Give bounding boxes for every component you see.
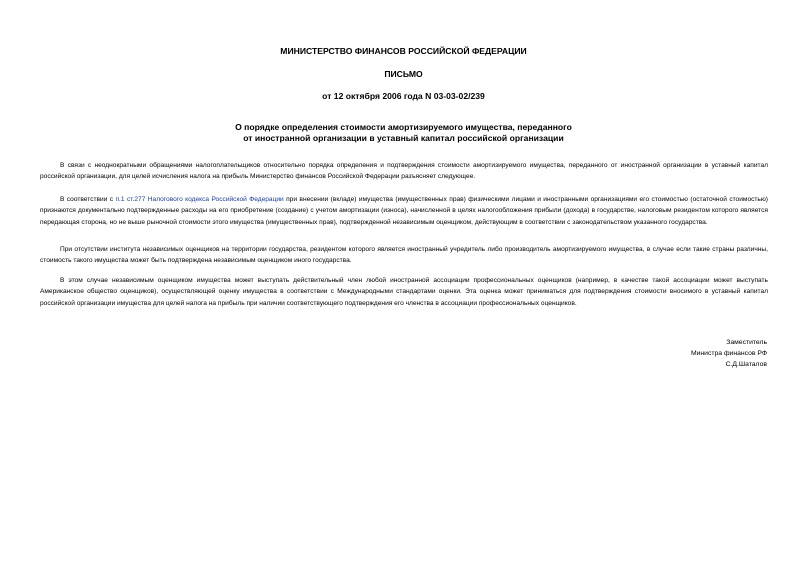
subject-line-2: от иностранной организации в уставный капитал российской организации xyxy=(243,133,564,143)
paragraph-4: В этом случае независимым оценщиком имущества может выступать действительный член любой иностранной ассоциации профессиональных оценщиков (например, в качестве такой ассоциации может выступать Американское общество оценщиков), осуществляющей оценку имущества в соответствии с Международными стандартами оценки. Эта оценка может приниматься для подтверждения стоимости вносимого в уставный капитал российской организации имущества для целей налога на прибыль при наличии соответствующего подтверждения его членства в ассоциации профессиональных оценщиков. xyxy=(40,277,768,307)
ministry-title: МИНИСТЕРСТВО ФИНАНСОВ РОССИЙСКОЙ ФЕДЕРАЦИИ xyxy=(280,46,527,56)
document-date-number: от 12 октября 2006 года N 03-03-02/239 xyxy=(322,91,485,101)
signature-title: Министра финансов РФ xyxy=(690,350,767,358)
tax-code-link[interactable]: п.1 ст.277 Налогового кодекса Российской Федерации xyxy=(115,196,284,203)
paragraph-1: В связи с неоднократными обращениями налогоплательщиков относительно порядка определения и подтверждения стоимости амортизируемого имущества, переданного от иностранной организации в уставный капитал российской организации, для целей исчисления налога на прибыль Министерство финансов Российской Федерации разъясняет следующее. xyxy=(40,162,768,181)
signature-position: Заместитель xyxy=(726,339,767,346)
signature-block xyxy=(691,337,767,371)
paragraph-2-rest: при внесении (вкладе) имущества (имущественных прав) физическими лицами и иностранными организациями его стоимостью (остаточной стоимостью) признаются документально подтвержденные расходы на его приобретение (создание) с учетом амортизации (износа), начисленной в целях налогообложения прибыли (дохода) в государстве, налоговым резидентом которого является передающая сторона, но не выше рыночной стоимости этого имущества (имущественных прав), подтвержденной независимым оценщиком, действующим в соответствии с законодательством указанного государства. xyxy=(40,196,768,226)
signature-name: С.Д.Шаталов xyxy=(725,361,767,369)
paragraph-2-prefix: В соответствии с xyxy=(60,196,116,203)
paragraph-3: При отсутствии института независимых оценщиков на территории государства, резидентом которого является иностранный учредитель либо производитель амортизируемого имущества, в случае если такие страны различны, стоимость такого имущества может быть подтверждена независимым оценщиком иного государства. xyxy=(40,246,768,265)
paragraph-2 xyxy=(40,194,768,228)
subject-line-1: О порядке определения стоимости амортизируемого имущества, переданного xyxy=(235,122,572,132)
document-type: ПИСЬМО xyxy=(384,69,423,79)
